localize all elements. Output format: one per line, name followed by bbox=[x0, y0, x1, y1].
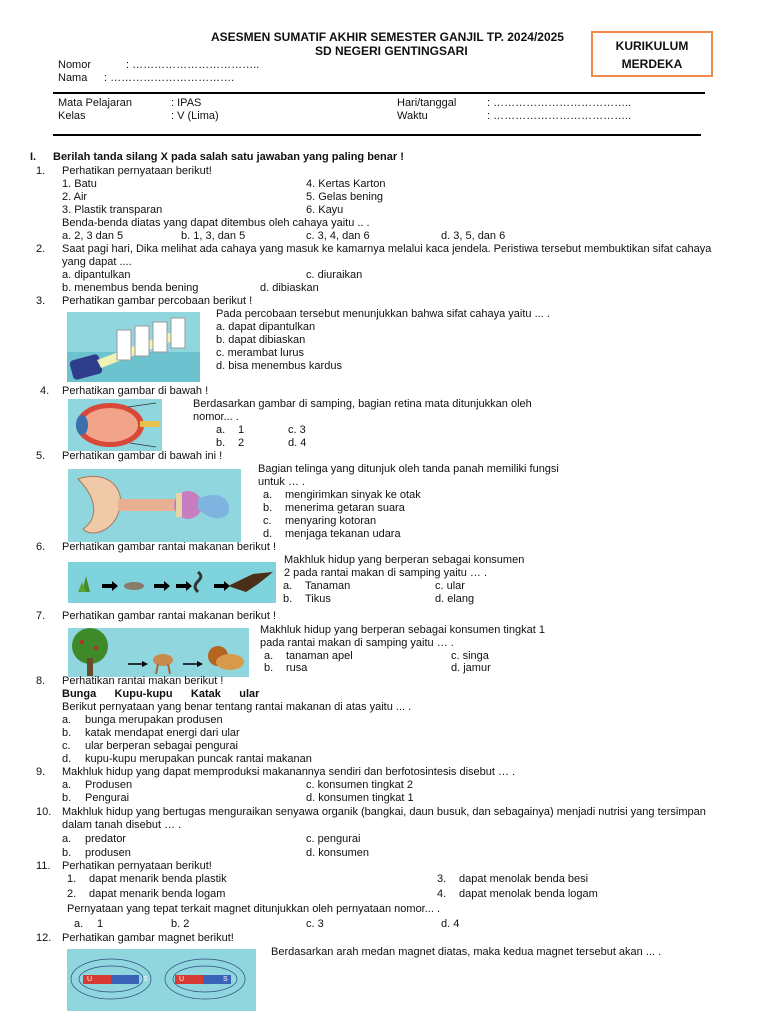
q1-statement-6: 6. Kayu bbox=[306, 204, 344, 216]
q2-text: Saat pagi hari, Dika melihat ada cahaya yang masuk ke kamarnya melalui kaca jendela. Peristiwa tersebut membuktikan sifat cahaya yang dapat .... bbox=[62, 243, 712, 268]
q10-option-a-letter: a. bbox=[62, 833, 72, 845]
q6-option-b-letter: b. bbox=[283, 593, 293, 605]
q1-text: Perhatikan pernyataan berikut! bbox=[62, 165, 212, 177]
q9-option-a-letter: a. bbox=[62, 779, 72, 791]
q9-option-b-letter: b. bbox=[62, 792, 72, 804]
q11-option-c[interactable]: c. 3 bbox=[306, 918, 324, 930]
q8-option-a[interactable]: bunga merupakan produsen bbox=[85, 714, 223, 726]
q12-text: Perhatikan gambar magnet berikut! bbox=[62, 932, 234, 944]
q1-option-b[interactable]: b. 1, 3, dan 5 bbox=[181, 230, 246, 242]
kelas-label: Kelas bbox=[58, 110, 86, 122]
q4-question: Berdasarkan gambar di samping, bagian retina mata ditunjukkan oleh nomor... . bbox=[193, 398, 532, 423]
q9-number: 9. bbox=[36, 766, 46, 778]
q5-question: Bagian telinga yang ditunjuk oleh tanda panah memiliki fungsi untuk … . bbox=[258, 463, 559, 488]
q1-option-c[interactable]: c. 3, 4, dan 6 bbox=[306, 230, 370, 242]
q8-text: Perhatikan rantai makan berikut ! bbox=[62, 675, 224, 687]
section-instruction: Berilah tanda silang X pada salah satu jawaban yang paling benar ! bbox=[53, 151, 404, 163]
nomor-label: Nomor bbox=[58, 59, 92, 71]
q6-number: 6. bbox=[36, 541, 46, 553]
q2-option-b[interactable]: b. menembus benda bening bbox=[62, 282, 199, 294]
q2-option-a[interactable]: a. dipantulkan bbox=[62, 269, 131, 281]
nomor-field[interactable]: : …………………………….. bbox=[126, 59, 260, 71]
q1-statement-5: 5. Gelas bening bbox=[306, 191, 384, 203]
food-chain-image-2 bbox=[68, 628, 249, 677]
q6-option-c[interactable]: c. ular bbox=[435, 580, 465, 592]
magnet-2-north-label: U bbox=[179, 976, 185, 983]
q5-option-b[interactable]: menerima getaran suara bbox=[285, 502, 405, 514]
q3-option-b[interactable]: b. dapat dibiaskan bbox=[216, 334, 306, 346]
q8-option-d[interactable]: kupu-kupu merupakan puncak rantai makanan bbox=[85, 753, 312, 765]
q8-option-b-letter: b. bbox=[62, 727, 72, 739]
q10-option-c[interactable]: c. pengurai bbox=[306, 833, 361, 845]
q1-statement-2: 2. Air bbox=[62, 191, 88, 203]
ear-diagram-image bbox=[68, 469, 241, 542]
q4-option-b-letter: b. bbox=[216, 437, 226, 449]
q11-statement-2: dapat menarik benda logam bbox=[89, 888, 226, 900]
q11-statement-4-num: 4. bbox=[437, 888, 447, 900]
q11-option-a[interactable]: 1 bbox=[97, 918, 104, 930]
q4-text: Perhatikan gambar di bawah ! bbox=[62, 385, 209, 397]
header-divider-top bbox=[53, 92, 705, 94]
q1-option-a[interactable]: a. 2, 3 dan 5 bbox=[62, 230, 124, 242]
q6-option-d[interactable]: d. elang bbox=[435, 593, 475, 605]
q2-number: 2. bbox=[36, 243, 46, 255]
q7-question-line1: Makhluk hidup yang berperan sebagai konsumen tingkat 1 bbox=[260, 624, 545, 636]
magnet-2-south-label: S bbox=[223, 976, 228, 983]
q1-question: Benda-benda diatas yang dapat ditembus oleh cahaya yaitu .. . bbox=[62, 217, 370, 229]
q1-statement-3: 3. Plastik transparan bbox=[62, 204, 163, 216]
nama-field[interactable]: : ……………………………. bbox=[104, 72, 235, 84]
q8-number: 8. bbox=[36, 675, 46, 687]
q9-option-c[interactable]: c. konsumen tingkat 2 bbox=[306, 779, 414, 791]
q4-number: 4. bbox=[40, 385, 50, 397]
q7-option-a[interactable]: tanaman apel bbox=[286, 650, 353, 662]
q7-option-a-letter: a. bbox=[264, 650, 274, 662]
q7-option-d[interactable]: d. jamur bbox=[451, 662, 491, 674]
q11-statement-4: dapat menolak benda logam bbox=[459, 888, 598, 900]
q8-question: Berikut pernyataan yang benar tentang rantai makanan di atas yaitu ... . bbox=[62, 701, 412, 713]
q5-option-d-letter: d. bbox=[263, 528, 273, 540]
curriculum-badge bbox=[591, 31, 713, 77]
q10-option-a[interactable]: predator bbox=[85, 833, 126, 845]
q4-option-a[interactable]: 1 bbox=[238, 424, 245, 436]
q10-text: Makhluk hidup yang bertugas menguraikan senyawa organik (bangkai, daun busuk, dan sebagainya) menjadi nutrisi yang tersimpan dalam tanah disebut … . bbox=[62, 806, 706, 831]
q8-food-chain: Bunga Kupu-kupu Katak ular bbox=[62, 688, 260, 700]
q6-question-line1: Makhluk hidup yang berperan sebagai konsumen bbox=[284, 554, 525, 566]
q6-question-line2: 2 pada rantai makan di samping yaitu … . bbox=[284, 567, 488, 579]
q5-option-a[interactable]: mengirimkan sinyak ke otak bbox=[285, 489, 421, 501]
nama-label: Nama bbox=[58, 72, 88, 84]
q6-option-a-letter: a. bbox=[283, 580, 293, 592]
q11-statement-2-num: 2. bbox=[67, 888, 77, 900]
q5-option-a-letter: a. bbox=[263, 489, 273, 501]
q4-option-d[interactable]: d. 4 bbox=[288, 437, 307, 449]
q5-text: Perhatikan gambar di bawah ini ! bbox=[62, 450, 223, 462]
q6-text: Perhatikan gambar rantai makanan berikut ! bbox=[62, 541, 277, 553]
q6-option-a[interactable]: Tanaman bbox=[305, 580, 351, 592]
q1-option-d[interactable]: d. 3, 5, dan 6 bbox=[441, 230, 506, 242]
q11-question: Pernyataan yang tepat terkait magnet ditunjukkan oleh pernyataan nomor... . bbox=[67, 903, 441, 915]
magnet-image bbox=[67, 949, 256, 1011]
q7-number: 7. bbox=[36, 610, 46, 622]
waktu-label: Waktu bbox=[397, 110, 428, 122]
q2-option-c[interactable]: c. diuraikan bbox=[306, 269, 363, 281]
q12-number: 12. bbox=[36, 932, 52, 944]
q5-option-c[interactable]: menyaring kotoran bbox=[285, 515, 377, 527]
waktu-field[interactable]: : ……………………………….. bbox=[487, 110, 632, 122]
q3-option-c[interactable]: c. merambat lurus bbox=[216, 347, 305, 359]
q9-option-a[interactable]: Produsen bbox=[85, 779, 133, 791]
q7-text: Perhatikan gambar rantai makanan berikut ! bbox=[62, 610, 277, 622]
q5-option-b-letter: b. bbox=[263, 502, 273, 514]
q11-option-a-letter: a. bbox=[74, 918, 84, 930]
exam-title: ASESMEN SUMATIF AKHIR SEMESTER GANJIL TP. 2024/2025 bbox=[211, 30, 564, 44]
q10-option-b[interactable]: produsen bbox=[85, 847, 131, 859]
magnet-1-north-label: U bbox=[87, 976, 93, 983]
q6-option-b[interactable]: Tikus bbox=[305, 593, 331, 605]
q12-question: Berdasarkan arah medan magnet diatas, maka kedua magnet tersebut akan ... . bbox=[271, 946, 662, 958]
badge-line1: KURIKULUM bbox=[615, 39, 689, 53]
q8-option-b[interactable]: katak mendapat energi dari ular bbox=[85, 727, 240, 739]
q11-option-d[interactable]: d. 4 bbox=[441, 918, 460, 930]
q10-option-d[interactable]: d. konsumen bbox=[306, 847, 369, 859]
q1-statement-1: 1. Batu bbox=[62, 178, 97, 190]
q11-option-b[interactable]: b. 2 bbox=[171, 918, 190, 930]
q9-option-d[interactable]: d. konsumen tingkat 1 bbox=[306, 792, 414, 804]
q4-option-a-letter: a. bbox=[216, 424, 226, 436]
header-divider-bottom bbox=[53, 134, 701, 136]
q2-option-d[interactable]: d. dibiaskan bbox=[260, 282, 319, 294]
q3-option-a[interactable]: a. dapat dipantulkan bbox=[216, 321, 316, 333]
q10-option-b-letter: b. bbox=[62, 847, 72, 859]
q1-statement-4: 4. Kertas Karton bbox=[306, 178, 386, 190]
q11-text: Perhatikan pernyataan berikut! bbox=[62, 860, 212, 872]
light-experiment-image bbox=[67, 312, 200, 382]
q9-text: Makhluk hidup yang dapat memproduksi makanannya sendiri dan berfotosintesis disebut … . bbox=[62, 766, 516, 778]
q9-option-b[interactable]: Pengurai bbox=[85, 792, 130, 804]
q5-number: 5. bbox=[36, 450, 46, 462]
q3-question: Pada percobaan tersebut menunjukkan bahwa sifat cahaya yaitu ... . bbox=[216, 308, 550, 320]
q11-statement-1-num: 1. bbox=[67, 873, 77, 885]
badge-line2: MERDEKA bbox=[621, 57, 683, 71]
q7-option-b[interactable]: rusa bbox=[286, 662, 308, 674]
q11-statement-1: dapat menarik benda plastik bbox=[89, 873, 227, 885]
q8-option-c[interactable]: ular berperan sebagai pengurai bbox=[85, 740, 238, 752]
q7-option-c[interactable]: c. singa bbox=[451, 650, 489, 662]
q8-option-a-letter: a. bbox=[62, 714, 72, 726]
q7-option-b-letter: b. bbox=[264, 662, 274, 674]
q7-question-line2: pada rantai makan di samping yaitu … . bbox=[260, 637, 454, 649]
kelas-value: : V (Lima) bbox=[171, 110, 219, 122]
q4-option-b[interactable]: 2 bbox=[238, 437, 245, 449]
section-number: I. bbox=[30, 151, 37, 163]
mapel-value: : IPAS bbox=[171, 97, 202, 109]
q11-statement-3: dapat menolak benda besi bbox=[459, 873, 589, 885]
q10-number: 10. bbox=[36, 806, 52, 818]
hari-field[interactable]: : ……………………………….. bbox=[487, 97, 632, 109]
eye-diagram-image bbox=[68, 399, 162, 451]
q3-number: 3. bbox=[36, 295, 46, 307]
school-name: SD NEGERI GENTINGSARI bbox=[315, 44, 468, 58]
hari-label: Hari/tanggal bbox=[397, 97, 457, 109]
magnet-1-south-label: S bbox=[143, 976, 148, 983]
q1-number: 1. bbox=[36, 165, 46, 177]
mapel-label: Mata Pelajaran bbox=[58, 97, 132, 109]
q8-option-d-letter: d. bbox=[62, 753, 72, 765]
q3-option-d[interactable]: d. bisa menembus kardus bbox=[216, 360, 342, 372]
q5-option-d[interactable]: menjaga tekanan udara bbox=[285, 528, 401, 540]
q11-number: 11. bbox=[36, 860, 51, 872]
q5-option-c-letter: c. bbox=[263, 515, 272, 527]
q4-option-c[interactable]: c. 3 bbox=[288, 424, 306, 436]
q11-statement-3-num: 3. bbox=[437, 873, 447, 885]
q8-option-c-letter: c. bbox=[62, 740, 71, 752]
food-chain-image-1 bbox=[68, 562, 276, 603]
q3-text: Perhatikan gambar percobaan berikut ! bbox=[62, 295, 253, 307]
